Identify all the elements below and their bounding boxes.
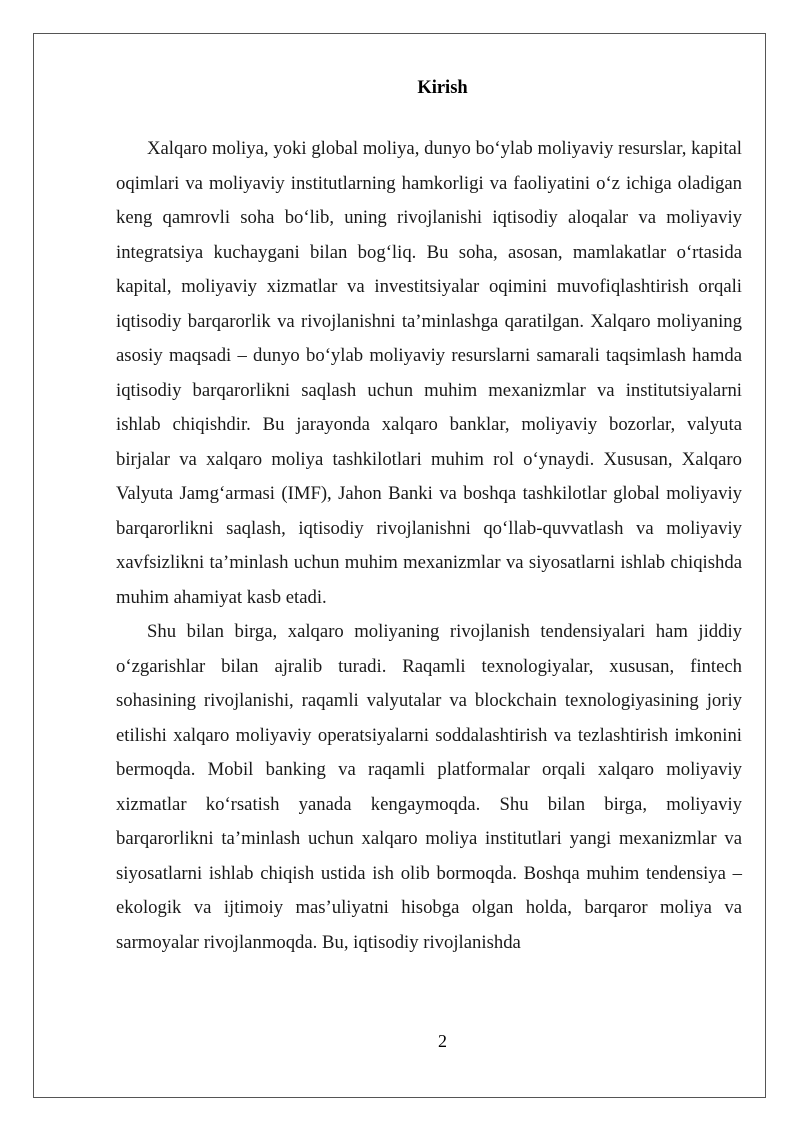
page-title: Kirish [417, 78, 468, 98]
document-page [33, 33, 766, 1098]
page-number: 2 [438, 1031, 447, 1051]
paragraph-1: Xalqaro moliya, yoki global moliya, dunyo bo‘ylab moliyaviy resurslar, kapital oqimlari va moliyaviy institutlarning hamkorligi va faoliyatini o‘z ichiga oladigan keng qamrovli soha bo‘lib, uning rivojlanishi iqtisodiy aloqalar va moliyaviy integratsiya kuchaygani bilan bog‘liq. Bu soha, asosan, mamlakatlar o‘rtasida kapital, moliyaviy xizmatlar va investitsiyalar oqimini muvofiqlashtirish orqali iqtisodiy barqarorlik va rivojlanishni ta’minlashga qaratilgan. Xalqaro moliyaning asosiy maqsadi – dunyo bo‘ylab moliyaviy resurslarni samarali taqsimlash hamda iqtisodiy barqarorlikni saqlash uchun muhim mexanizmlar va institutsiyalarni ishlab chiqishdir. Bu jarayonda xalqaro banklar, moliyaviy bozorlar, valyuta birjalar va xalqaro moliya tashkilotlari muhim rol o‘ynaydi. Xususan, Xalqaro Valyuta Jamg‘armasi (IMF), Jahon Banki va boshqa tashkilotlar global moliyaviy barqarorlikni saqlash, iqtisodiy rivojlanishni qo‘llab-quvvatlash va moliyaviy xavfsizlikni ta’minlash uchun muhim mexanizmlar va siyosatlarni ishlab chiqishda muhim ahamiyat kasb etadi. [116, 138, 742, 608]
body-text [116, 132, 742, 960]
paragraph-2: Shu bilan birga, xalqaro moliyaning rivojlanish tendensiyalari ham jiddiy o‘zgarishlar bilan ajralib turadi. Raqamli texnologiyalar, xususan, fintech sohasining rivojlanishi, raqamli valyutalar va blockchain texnologiyasining joriy etilishi xalqaro moliyaviy operatsiyalarni soddalashtirish va tezlashtirish imkonini bermoqda. Mobil banking va raqamli platformalar orqali xalqaro moliyaviy xizmatlar ko‘rsatish yanada kengaymoqda. Shu bilan birga, moliyaviy barqarorlikni ta’minlash uchun xalqaro moliya institutlari yangi mexanizmlar va siyosatlarni ishlab chiqish ustida ish olib bormoqda. Boshqa muhim tendensiya – ekologik va ijtimoiy mas’uliyatni hisobga olgan holda, barqaror moliya va sarmoyalar rivojlanmoqda. Bu, iqtisodiy rivojlanishda [116, 621, 742, 953]
